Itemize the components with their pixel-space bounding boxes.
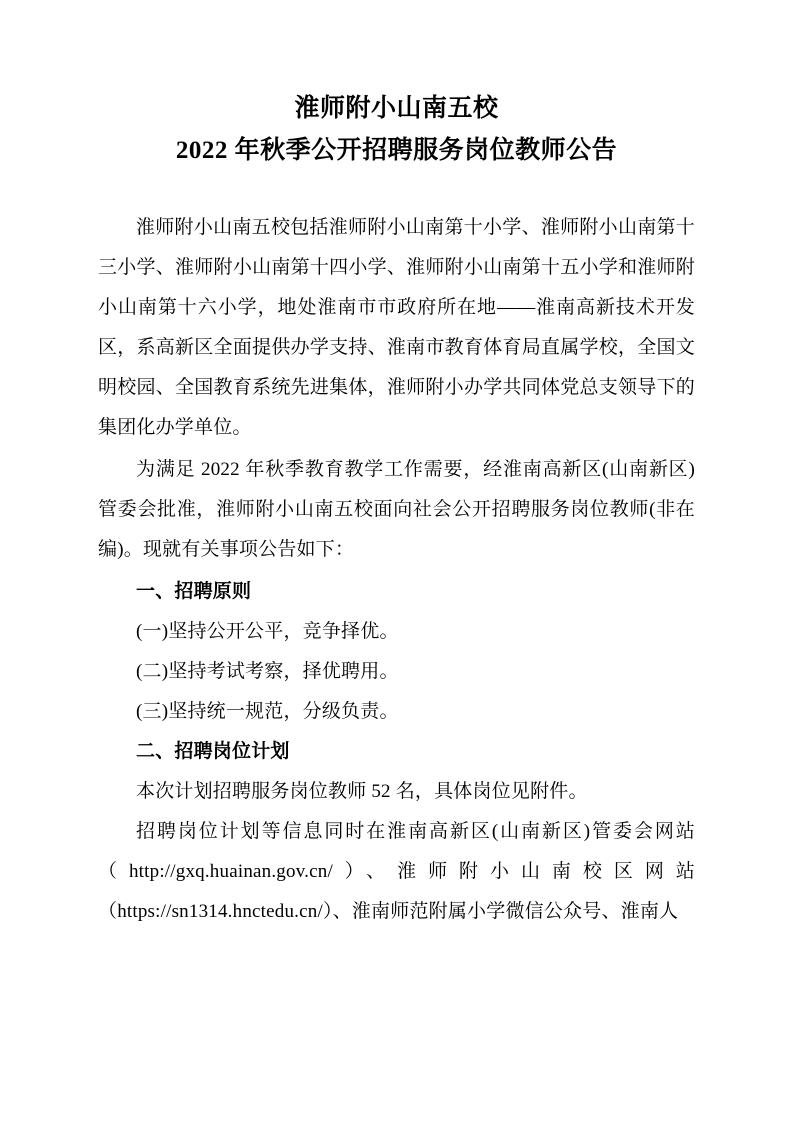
principle-item-3: (三)坚持统一规范，分级负责。 [136, 701, 399, 722]
principle-item-2: (二)坚持考试考察，择优聘用。 [136, 661, 399, 682]
page-title [98, 88, 695, 172]
page-title-line-1: 淮师附小山南五校 [294, 95, 499, 122]
intro-paragraph-2: 为满足 2022 年秋季教育教学工作需要，经淮南高新区(山南新区)管委会批准，淮师附小山南五校面向社会公开招聘服务岗位教师(非在编)。现就有关事项公告如下： [98, 459, 695, 560]
page-title-line-2: 2022 年秋季公开招聘服务岗位教师公告 [175, 137, 618, 164]
section-heading-position-plan: 二、招聘岗位计划 [136, 741, 290, 762]
section-heading-recruitment-principles: 一、招聘原则 [136, 581, 252, 602]
principle-item-1: (一)坚持公开公平，竞争择优。 [136, 621, 399, 642]
closing-paragraph: 招聘岗位计划等信息同时在淮南高新区(山南新区)管委会网站（http://gxq.huainan.gov.cn/）、淮师附小山南校区网站（https://sn1314.hnctedu.cn/）、淮南师范附属小学微信公众号、淮南人 [98, 821, 695, 922]
intro-paragraph-1: 淮师附小山南五校包括淮师附小山南第十小学、淮师附小山南第十三小学、淮师附小山南第十四小学、淮师附小山南第十五小学和淮师附小山南第十六小学，地处淮南市市政府所在地——淮南高新技术开发区，系高新区全面提供办学支持、淮南市教育体育局直属学校，全国文明校园、全国教育系统先进集体，淮师附小办学共同体党总支领导下的集团化办学单位。 [98, 217, 695, 438]
document-body [98, 208, 695, 932]
position-plan-item-1: 本次计划招聘服务岗位教师 52 名，具体岗位见附件。 [136, 781, 588, 802]
